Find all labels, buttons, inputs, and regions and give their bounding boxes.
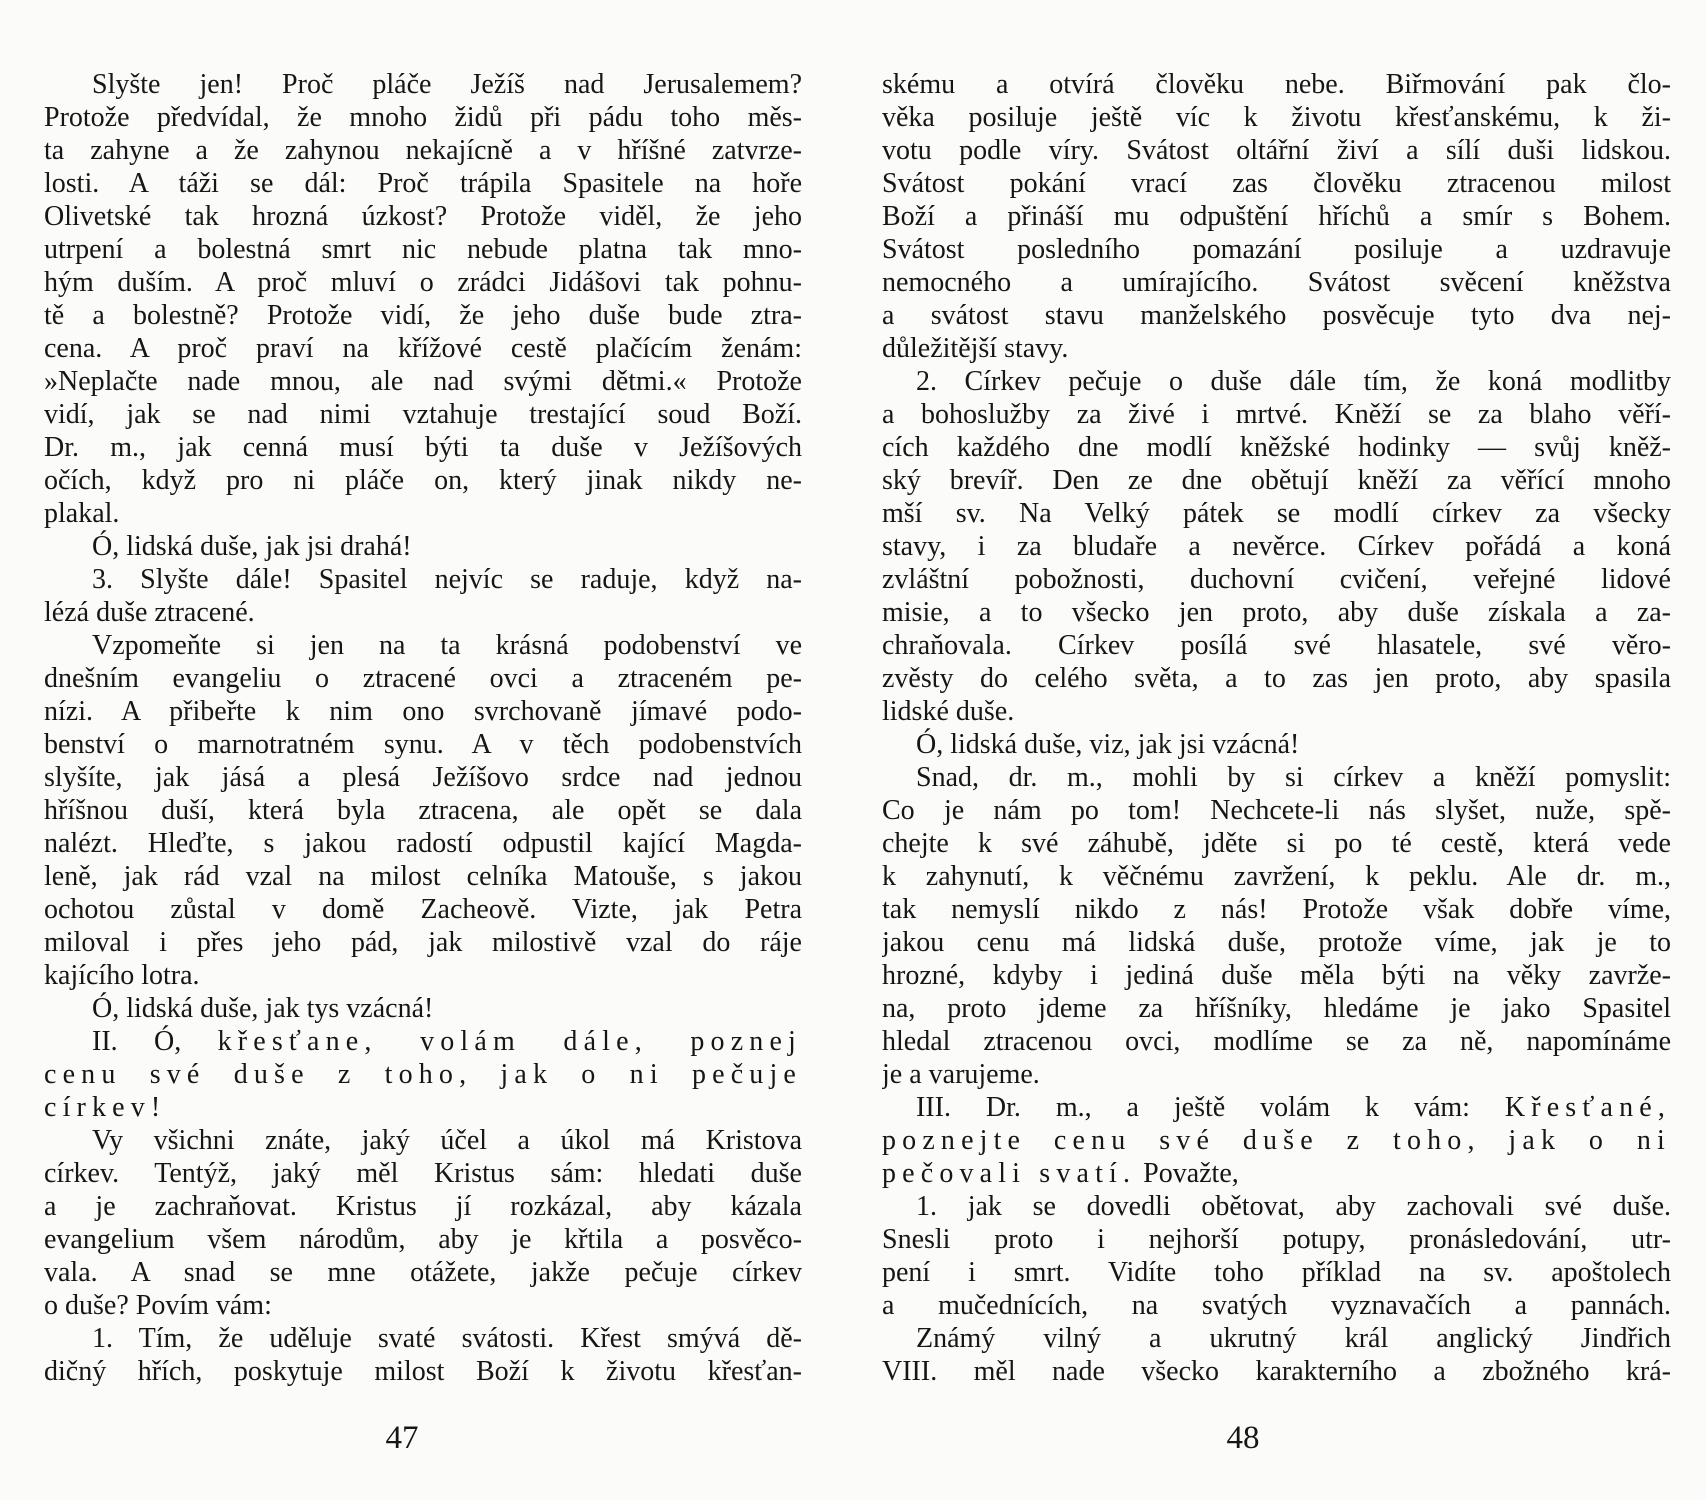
text-segment: slyšíte, jak jásá a plesá Ježíšovo srdce nad jednou: [44, 762, 802, 793]
text-segment: a bohoslužby za živé i mrtvé. Kněží se za blaho věří-: [882, 399, 1671, 430]
text-segment: mší sv. Na Velký pátek se modlí církev za všecky: [882, 498, 1671, 529]
text-line: [44, 992, 802, 1025]
text-line: [882, 464, 1671, 497]
text-line: [44, 1124, 802, 1157]
page-right: [882, 68, 1671, 1388]
text-segment: věka posiluje ještě víc k životu křesťanskému, k ži-: [882, 102, 1671, 133]
text-segment: Považte,: [1136, 1158, 1239, 1189]
text-line: [44, 1355, 802, 1388]
text-line: [882, 761, 1671, 794]
text-line: [44, 860, 802, 893]
text-segment: 1. jak se dovedli obětovat, aby zachovali své duše.: [916, 1191, 1671, 1222]
text-segment: o duše? Povím vám:: [44, 1290, 272, 1321]
text-line: [882, 68, 1671, 101]
text-line: [44, 101, 802, 134]
text-segment: cena. A proč praví na křížové cestě plačícím ženám:: [44, 333, 802, 364]
text-segment: Známý vilný a ukrutný král anglický Jindřich: [916, 1323, 1671, 1354]
text-line: [882, 1124, 1671, 1157]
text-line: [44, 1190, 802, 1223]
text-segment: vidí, jak se nad nimi vztahuje trestající soud Boží.: [44, 399, 802, 430]
text-line: [882, 398, 1671, 431]
text-segment: ochotou zůstal v domě Zacheově. Vizte, jak Petra: [44, 894, 802, 925]
text-line: [44, 1091, 802, 1124]
text-line: [44, 530, 802, 563]
text-segment: chejte k své záhubě, jděte si po té cestě, která vede: [882, 828, 1671, 859]
text-line: [44, 365, 802, 398]
text-segment: Svátost pokání vrací zas člověku ztracenou milost: [882, 168, 1671, 199]
text-line: [882, 629, 1671, 662]
text-segment: Ó, lidská duše, jak tys vzácná!: [92, 993, 434, 1024]
page-number-right: 48: [1226, 1420, 1260, 1456]
text-segment: a je zachraňovat. Kristus jí rozkázal, aby kázala: [44, 1191, 802, 1222]
text-segment: »Neplačte nade mnou, ale nad svými dětmi.« Protože: [44, 366, 802, 397]
text-line: [44, 959, 802, 992]
text-line: [882, 662, 1671, 695]
text-line: [882, 431, 1671, 464]
text-segment: Co je nám po tom! Nechcete-li nás slyšet, nuže, spě-: [882, 795, 1671, 826]
text-segment: 1. Tím, že uděluje svaté svátosti. Křest smývá dě-: [92, 1323, 802, 1354]
text-line: [44, 431, 802, 464]
text-line: [882, 926, 1671, 959]
text-line: [44, 893, 802, 926]
text-segment: Vy všichni znáte, jaký účel a úkol má Kristova: [92, 1125, 802, 1156]
text-line: [44, 167, 802, 200]
text-segment: Slyšte jen! Proč pláče Ježíš nad Jerusalemem?: [92, 69, 802, 100]
text-line: [882, 299, 1671, 332]
text-line: [882, 134, 1671, 167]
text-line: [44, 1256, 802, 1289]
page-left: [44, 68, 802, 1388]
text-line: [882, 1025, 1671, 1058]
text-line: [882, 1157, 1671, 1190]
text-line: [882, 728, 1671, 761]
text-segment: dnešním evangeliu o ztracené ovci a ztraceném pe-: [44, 663, 802, 694]
text-line: [882, 200, 1671, 233]
text-line: [44, 464, 802, 497]
text-line: [44, 596, 802, 629]
text-segment: očích, když pro ni pláče on, který jinak nikdy ne-: [44, 465, 802, 496]
text-line: [44, 1058, 802, 1091]
text-line: [882, 233, 1671, 266]
text-line: [882, 332, 1671, 365]
text-line: [44, 827, 802, 860]
text-line: [44, 233, 802, 266]
page-number-left: 47: [385, 1420, 419, 1456]
text-line: [882, 1289, 1671, 1322]
text-line: [44, 200, 802, 233]
text-segment: leně, jak rád vzal na milost celníka Matouše, s jakou: [44, 861, 802, 892]
text-line: [882, 992, 1671, 1025]
text-line: [44, 68, 802, 101]
text-line: [44, 1025, 802, 1058]
text-line: [44, 1157, 802, 1190]
text-segment: II. Ó,: [92, 1026, 218, 1057]
letterspaced-text-segment: církev!: [44, 1092, 167, 1123]
text-segment: 2. Církev pečuje o duše dále tím, že koná modlitby: [916, 366, 1671, 397]
page-right-text-block: [882, 68, 1671, 1388]
text-segment: plakal.: [44, 498, 120, 529]
text-segment: Boží a přináší mu odpuštění hříchů a smír s Bohem.: [882, 201, 1671, 232]
text-segment: ský brevíř. Den ze dne obětují kněží za věřící mnoho: [882, 465, 1671, 496]
text-line: [882, 266, 1671, 299]
text-segment: benství o marnotratném synu. A v těch podobenstvích: [44, 729, 802, 760]
text-line: [44, 332, 802, 365]
text-line: [882, 596, 1671, 629]
text-segment: Ó, lidská duše, jak jsi drahá!: [92, 531, 412, 562]
text-line: [44, 134, 802, 167]
text-line: [882, 530, 1671, 563]
text-segment: hledal ztracenou ovci, modlíme se za ně, napomínáme: [882, 1026, 1671, 1057]
text-line: [44, 695, 802, 728]
text-segment: Snad, dr. m., mohli by si církev a kněží pomyslit:: [916, 762, 1671, 793]
text-segment: důležitější stavy.: [882, 333, 1069, 364]
text-line: [882, 1091, 1671, 1124]
text-segment: Protože předvídal, že mnoho židů při pádu toho měs-: [44, 102, 802, 133]
text-line: [882, 1322, 1671, 1355]
text-line: [882, 695, 1671, 728]
text-segment: hým duším. A proč mluví o zrádci Jidášovi tak pohnu-: [44, 267, 802, 298]
text-segment: nízi. A přibeřte k nim ono svrchovaně jímavé podo-: [44, 696, 802, 727]
text-line: [882, 1256, 1671, 1289]
text-segment: na, proto jdeme za hříšníky, hledáme je jako Spasitel: [882, 993, 1671, 1024]
text-line: [882, 827, 1671, 860]
text-line: [882, 563, 1671, 596]
text-segment: Vzpomeňte si jen na ta krásná podobenství ve: [92, 630, 802, 661]
text-segment: pení i smrt. Vidíte toho příklad na sv. apoštolech: [882, 1257, 1671, 1288]
text-segment: utrpení a bolestná smrt nic nebude platna tak mno-: [44, 234, 802, 265]
text-line: [44, 1322, 802, 1355]
text-segment: hříšnou duší, která byla ztracena, ale opět se dala: [44, 795, 802, 826]
text-segment: miloval i přes jeho pád, jak milostivě vzal do ráje: [44, 927, 802, 958]
text-segment: nalézt. Hleďte, s jakou radostí odpustil kající Magda-: [44, 828, 802, 859]
text-line: [44, 926, 802, 959]
letterspaced-text-segment: Křesťané,: [1504, 1092, 1671, 1123]
text-line: [44, 728, 802, 761]
text-segment: cích každého dne modlí kněžské hodinky — svůj kněž-: [882, 432, 1671, 463]
text-segment: Olivetské tak hrozná úzkost? Protože viděl, že jeho: [44, 201, 802, 232]
text-segment: evangelium všem národům, aby je křtila a posvěco-: [44, 1224, 802, 1255]
page-left-text-block: [44, 68, 802, 1388]
text-segment: losti. A táži se dál: Proč trápila Spasitele na hoře: [44, 168, 802, 199]
text-line: [882, 365, 1671, 398]
text-line: [882, 794, 1671, 827]
text-line: [882, 167, 1671, 200]
text-segment: a mučednících, na svatých vyznavačích a pannách.: [882, 1290, 1671, 1321]
text-line: [44, 563, 802, 596]
text-line: [882, 893, 1671, 926]
text-segment: zvláštní pobožnosti, duchovní cvičení, veřejné lidové: [882, 564, 1671, 595]
text-segment: stavy, i za bludaře a nevěrce. Církev pořádá a koná: [882, 531, 1671, 562]
letterspaced-text-segment: cenu své duše z toho, jak o ni pečuje: [44, 1059, 802, 1090]
text-segment: Dr. m., jak cenná musí býti ta duše v Ježíšových: [44, 432, 802, 463]
text-line: [882, 1355, 1671, 1388]
text-line: [44, 266, 802, 299]
text-line: [44, 1289, 802, 1322]
text-line: [44, 761, 802, 794]
text-segment: Svátost posledního pomazání posiluje a uzdravuje: [882, 234, 1671, 265]
letterspaced-text-segment: pečovali svatí.: [882, 1158, 1137, 1189]
text-line: [882, 1223, 1671, 1256]
text-segment: dičný hřích, poskytuje milost Boží k životu křesťan-: [44, 1356, 802, 1387]
text-segment: VIII. měl nade všecko karakterního a zbožného krá-: [882, 1356, 1671, 1387]
text-line: [44, 662, 802, 695]
text-segment: ta zahyne a že zahynou nekajícně a v hříšné zatvrze-: [44, 135, 802, 166]
letterspaced-text-segment: poznejte cenu své duše z toho, jak o ni: [882, 1125, 1671, 1156]
text-segment: zvěsty do celého světa, a to zas jen proto, aby spasila: [882, 663, 1671, 694]
text-segment: III. Dr. m., a ještě volám k vám:: [916, 1092, 1505, 1123]
text-segment: církev. Tentýž, jaký měl Kristus sám: hledati duše: [44, 1158, 802, 1189]
text-segment: nemocného a umírajícího. Svátost svěcení kněžstva: [882, 267, 1671, 298]
text-segment: skému a otvírá člověku nebe. Biřmování pak člo-: [882, 69, 1671, 100]
text-line: [882, 959, 1671, 992]
text-segment: hrozné, kdyby i jediná duše měla býti na věky zavrže-: [882, 960, 1671, 991]
text-line: [44, 629, 802, 662]
text-line: [44, 1223, 802, 1256]
text-segment: tak nemyslí nikdo z nás! Protože však dobře víme,: [882, 894, 1671, 925]
text-segment: misie, a to všecko jen proto, aby duše získala a za-: [882, 597, 1671, 628]
text-segment: Ó, lidská duše, viz, jak jsi vzácná!: [916, 729, 1300, 760]
text-segment: chraňovala. Církev posílá své hlasatele, své věro-: [882, 630, 1671, 661]
text-line: [44, 497, 802, 530]
text-segment: lézá duše ztracené.: [44, 597, 255, 628]
text-line: [44, 299, 802, 332]
text-line: [44, 794, 802, 827]
text-line: [882, 1058, 1671, 1091]
text-segment: k zahynutí, k věčnému zavržení, k peklu. Ale dr. m.,: [882, 861, 1671, 892]
letterspaced-text-segment: křesťane, volám dále, poznej: [217, 1026, 802, 1057]
text-segment: jakou cenu má lidská duše, protože víme, jak je to: [882, 927, 1671, 958]
text-line: [882, 860, 1671, 893]
text-segment: kajícího lotra.: [44, 960, 200, 991]
text-segment: vala. A snad se mne otážete, jakže pečuje církev: [44, 1257, 802, 1288]
text-line: [882, 497, 1671, 530]
text-segment: lidské duše.: [882, 696, 1015, 727]
text-segment: 3. Slyšte dále! Spasitel nejvíc se raduje, když na-: [92, 564, 802, 595]
text-segment: tě a bolestně? Protože vidí, že jeho duše bude ztra-: [44, 300, 802, 331]
text-segment: a svátost stavu manželského posvěcuje tyto dva nej-: [882, 300, 1671, 331]
text-line: [882, 1190, 1671, 1223]
text-line: [882, 101, 1671, 134]
text-segment: Snesli proto i nejhorší potupy, pronásledování, utr-: [882, 1224, 1671, 1255]
text-line: [44, 398, 802, 431]
text-segment: votu podle víry. Svátost oltářní živí a sílí duši lidskou.: [882, 135, 1671, 166]
text-segment: je a varujeme.: [882, 1059, 1040, 1090]
